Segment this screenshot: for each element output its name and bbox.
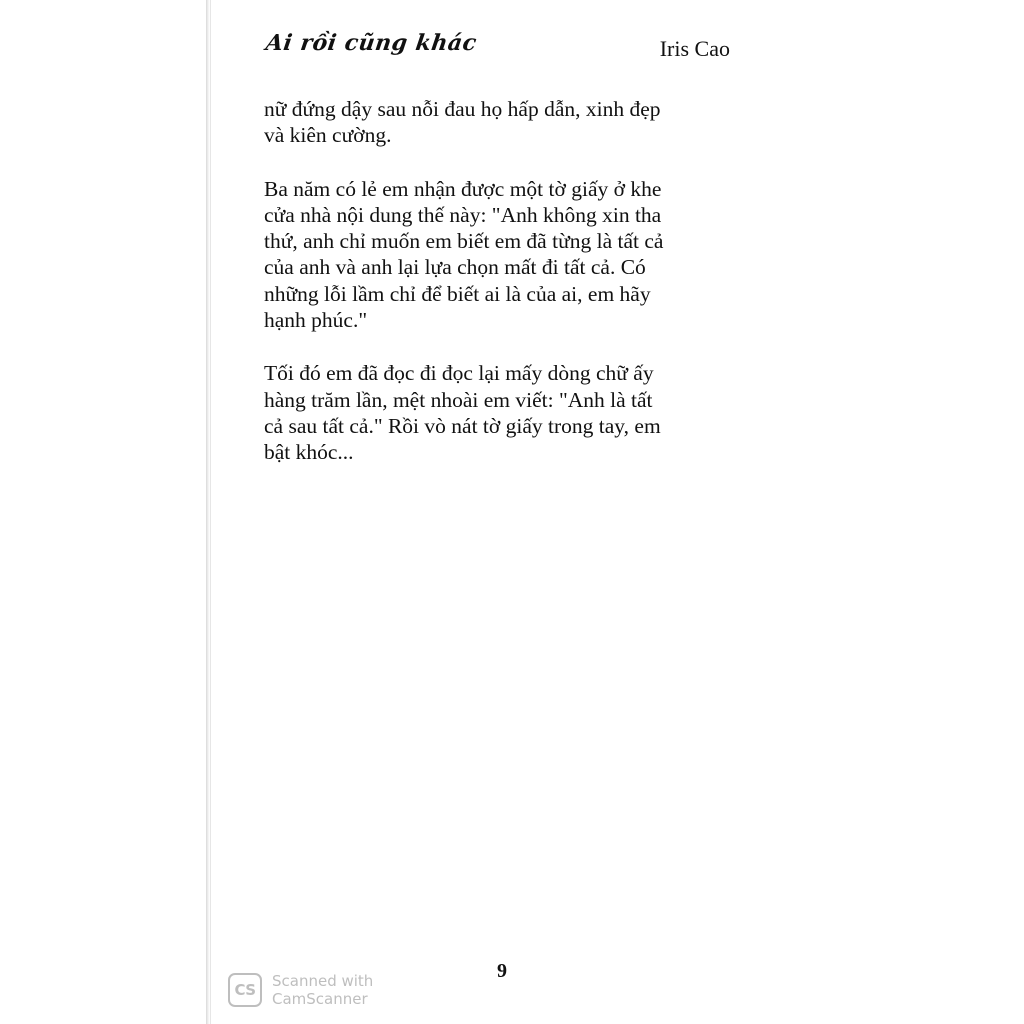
- camscanner-watermark: [228, 972, 373, 1008]
- text-line: và kiên cường.: [264, 123, 392, 148]
- watermark-line-1: Scanned with: [272, 972, 374, 990]
- text-line: nữ đứng dậy sau nỗi đau họ hấp dẫn, xinh đẹp: [264, 97, 661, 121]
- text-line: của anh và anh lại lựa chọn mất đi tất cả. Có: [264, 255, 646, 280]
- paragraph-2: [264, 176, 732, 334]
- text-line: những lỗi lầm chỉ để biết ai là của ai, em hãy: [264, 281, 651, 306]
- text-line: thứ, anh chỉ muốn em biết em đã từng là tất cả: [264, 229, 664, 254]
- page-gutter-line: [210, 0, 211, 1024]
- page-body: [264, 96, 732, 493]
- text-line: bật khóc...: [264, 440, 354, 465]
- watermark-text: [272, 972, 373, 1008]
- book-title: Ai rồi cũng khác: [264, 30, 479, 56]
- text-line: hàng trăm lần, mệt nhoài em viết: "Anh là tất: [264, 387, 653, 412]
- text-line: cửa nhà nội dung thế này: "Anh không xin tha: [264, 202, 662, 227]
- camscanner-logo-icon: CS: [228, 973, 262, 1007]
- text-line: Ba năm có lẻ em nhận được một tờ giấy ở khe: [264, 176, 662, 201]
- text-line: hạnh phúc.": [264, 308, 368, 333]
- paragraph-1: [264, 96, 732, 149]
- paragraph-3: [264, 360, 732, 465]
- book-author: Iris Cao: [659, 36, 730, 61]
- page-number: 9: [497, 960, 507, 982]
- text-line: cả sau tất cả." Rồi vò nát tờ giấy trong tay, em: [264, 413, 661, 438]
- watermark-line-2: CamScanner: [272, 990, 368, 1008]
- text-line: Tối đó em đã đọc đi đọc lại mấy dòng chữ ấy: [264, 361, 654, 386]
